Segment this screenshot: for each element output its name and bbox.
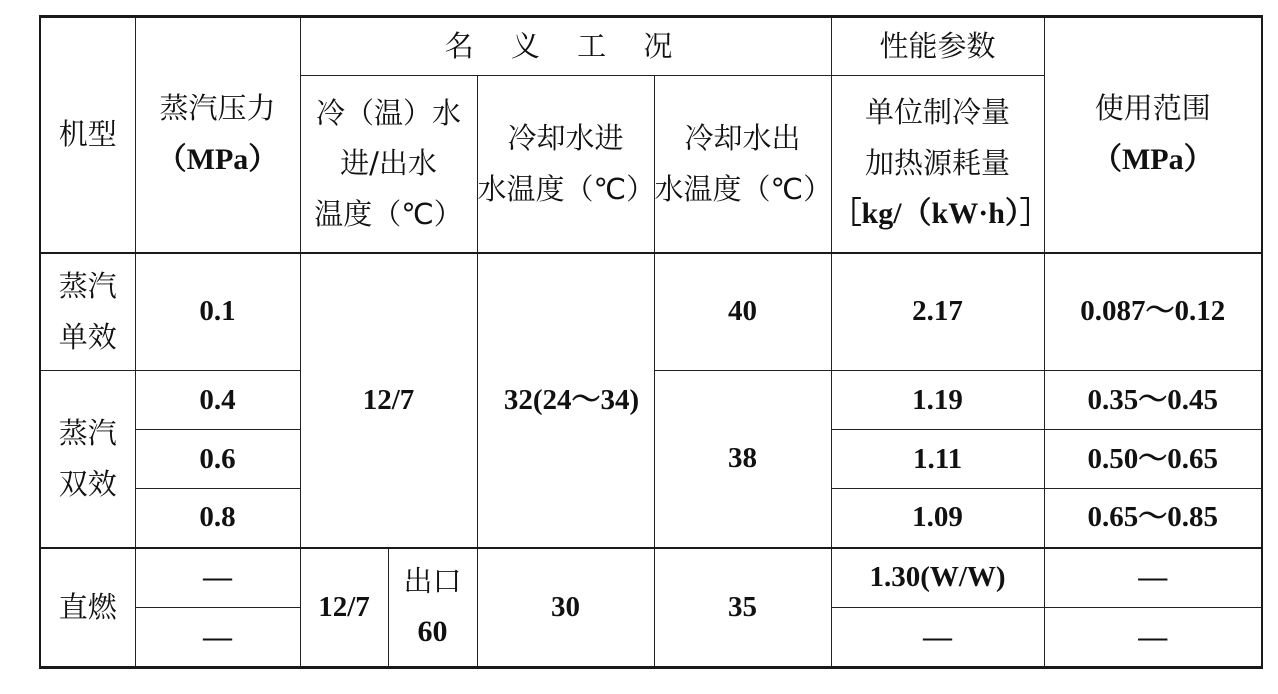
- header-performance: 性能参数: [831, 17, 1044, 76]
- header-row-1: [40, 17, 1262, 76]
- consumption-cell: 1.11: [831, 430, 1044, 489]
- absorption-chiller-spec-table: [39, 15, 1263, 669]
- range-cell: 0.087～0.12: [1044, 253, 1262, 371]
- header-chilled-water-line-2: 进/出水: [340, 146, 437, 181]
- chilled-water-steam-cell: 12/7: [300, 253, 477, 548]
- header-cooling-water-in: [477, 76, 654, 253]
- header-usage-range: [1044, 17, 1262, 253]
- header-consumption: [831, 76, 1050, 253]
- header-steam-pressure-label: 蒸汽压力: [159, 91, 276, 126]
- header-usage-range-unit: （MPa）: [1091, 142, 1214, 176]
- consumption-cell: 1.09: [831, 489, 1044, 548]
- row-steam-single: [40, 253, 1262, 371]
- performance-cell: 1.30(W/W): [831, 548, 1044, 608]
- model-direct-fired: 直燃: [40, 548, 135, 668]
- pressure-cell: 0.4: [135, 371, 300, 430]
- header-steam-pressure-unit: （MPa）: [156, 142, 279, 176]
- cooling-out-double-cell: 38: [654, 371, 831, 548]
- cooling-in-direct-cell: 30: [477, 548, 654, 668]
- model-steam-double-line-2: 双效: [58, 466, 117, 501]
- performance-cell: —: [831, 608, 1044, 668]
- chilled-water-direct-cell: 12/7: [300, 548, 388, 668]
- header-usage-range-label: 使用范围: [1094, 91, 1211, 126]
- consumption-cell: 2.17: [831, 253, 1044, 371]
- range-cell: 0.35～0.45: [1044, 371, 1262, 430]
- cooling-out-direct-cell: 35: [654, 548, 831, 668]
- header-chilled-water-line-3: 温度（℃）: [314, 197, 463, 232]
- header-unit-cooling: 单位制冷量: [865, 94, 1011, 129]
- cooling-in-steam-cell: 32(24～34): [477, 253, 654, 548]
- header-chilled-water-line-1: 冷（温）水: [315, 95, 461, 130]
- header-model: 机型: [40, 17, 135, 253]
- model-steam-double-line-1: 蒸汽: [58, 416, 117, 450]
- header-cooling-in-line-1: 冷却水进: [507, 121, 624, 155]
- model-steam-single-line-2: 单效: [58, 319, 117, 354]
- model-steam-double: [40, 371, 135, 548]
- range-cell: —: [1044, 608, 1262, 668]
- outlet-value: 60: [417, 615, 448, 649]
- range-cell: —: [1044, 548, 1262, 608]
- consumption-cell: 1.19: [831, 371, 1044, 430]
- pressure-cell: 0.8: [135, 489, 300, 548]
- pressure-cell: —: [135, 548, 300, 608]
- header-nominal-conditions: 名 义 工 况: [300, 17, 831, 76]
- row-direct-fired-1: [40, 548, 1262, 608]
- pressure-cell: —: [135, 608, 300, 668]
- header-consumption-unit: ［kg/（kW·h）］: [831, 197, 1050, 231]
- header-cooling-in-line-2: 水温度（℃）: [477, 171, 656, 206]
- header-cooling-out-line-1: 冷却水出: [684, 121, 801, 155]
- pressure-cell: 0.6: [135, 430, 300, 489]
- header-steam-pressure: [135, 17, 300, 253]
- outlet-label: 出口: [403, 563, 462, 598]
- cooling-out-single-cell: 40: [654, 253, 831, 371]
- header-cooling-water-out: [654, 76, 831, 253]
- header-chilled-water: [300, 76, 477, 253]
- outlet-temperature-cell: [388, 548, 477, 668]
- range-cell: 0.50～0.65: [1044, 430, 1262, 489]
- header-heat-source: 加热源耗量: [865, 145, 1011, 180]
- model-steam-single-line-1: 蒸汽: [58, 269, 117, 303]
- model-steam-single: [40, 253, 135, 371]
- header-cooling-out-line-2: 水温度（℃）: [654, 171, 833, 206]
- pressure-cell: 0.1: [135, 253, 300, 371]
- range-cell: 0.65～0.85: [1044, 489, 1262, 548]
